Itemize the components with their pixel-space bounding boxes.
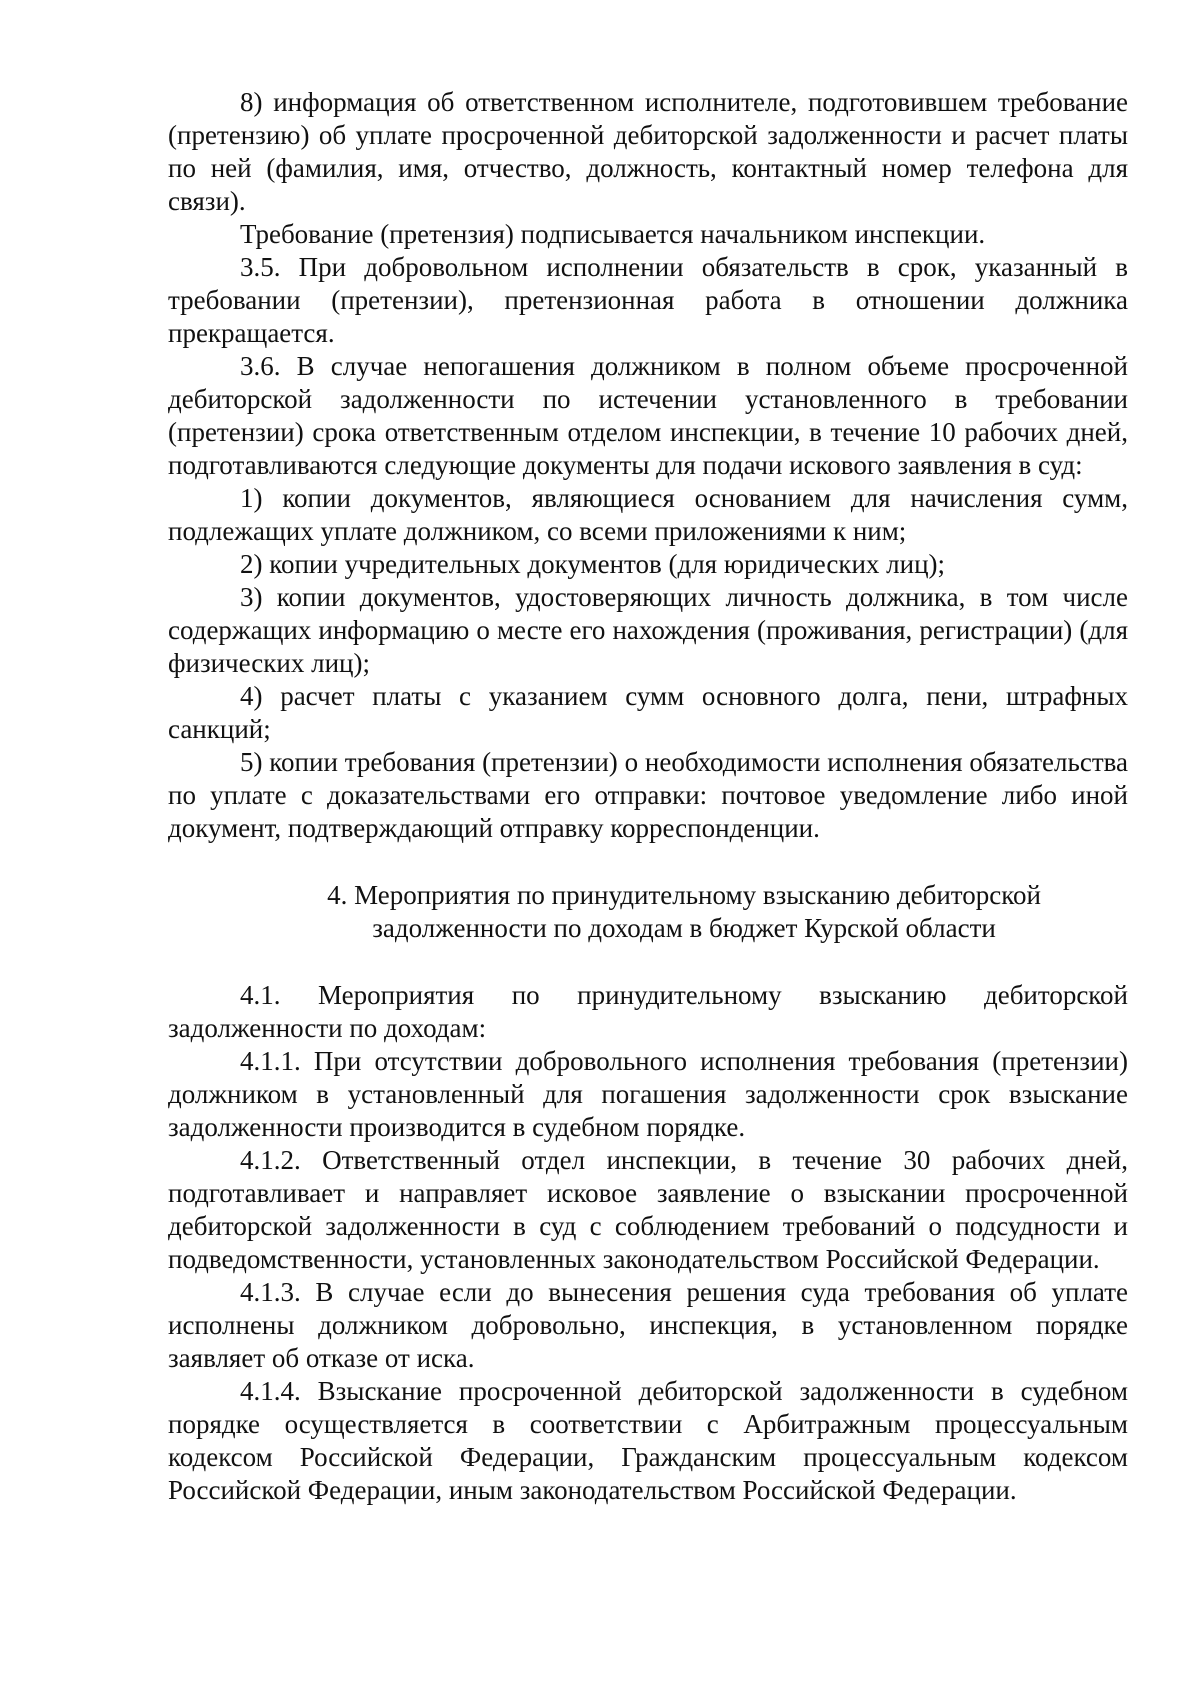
paragraph-3-6: 3.6. В случае непогашения должником в полном объеме просроченной дебиторской задолженности по истечении установленного в требовании (претензии) срока ответственным отделом инспекции, в течение 10 рабочих дней, подготавливаются следующие документы для подачи искового заявления в суд:	[168, 351, 1128, 480]
list-item-4: 4) расчет платы с указанием сумм основного долга, пени, штрафных санкций;	[168, 681, 1128, 744]
document-body	[168, 86, 1128, 1507]
list-item-3: 3) копии документов, удостоверяющих личность должника, в том числе содержащих информацию о месте его нахождения (проживания, регистрации) (для физических лиц);	[168, 582, 1128, 678]
section-4-heading-line-2: задолженности по доходам в бюджет Курской области	[372, 913, 996, 943]
paragraph-4-1-4: 4.1.4. Взыскание просроченной дебиторской задолженности в судебном порядке осуществляется в соответствии с Арбитражным процессуальным кодексом Российской Федерации, Гражданским процессуальным кодексом Российской Федерации, иным законодательством Российской Федерации.	[168, 1376, 1128, 1505]
paragraph-signature-note: Требование (претензия) подписывается начальником инспекции.	[240, 219, 986, 249]
paragraph-item-8: 8) информация об ответственном исполнителе, подготовившем требование (претензию) об уплате просроченной дебиторской задолженности и расчет платы по ней (фамилия, имя, отчество, должность, контактный номер телефона для связи).	[168, 87, 1128, 216]
paragraph-4-1: 4.1. Мероприятия по принудительному взысканию дебиторской задолженности по доходам:	[168, 980, 1128, 1043]
list-item-2: 2) копии учредительных документов (для юридических лиц);	[240, 549, 946, 579]
list-item-1: 1) копии документов, являющиеся основанием для начисления сумм, подлежащих уплате должником, со всеми приложениями к ним;	[168, 483, 1128, 546]
paragraph-4-1-3: 4.1.3. В случае если до вынесения решения суда требования об уплате исполнены должником добровольно, инспекция, в установленном порядке заявляет об отказе от иска.	[168, 1277, 1128, 1373]
paragraph-3-5: 3.5. При добровольном исполнении обязательств в срок, указанный в требовании (претензии), претензионная работа в отношении должника прекращается.	[168, 252, 1128, 348]
paragraph-4-1-2: 4.1.2. Ответственный отдел инспекции, в течение 30 рабочих дней, подготавливает и направляет исковое заявление о взыскании просроченной дебиторской задолженности в суд с соблюдением требований о подсудности и подведомственности, установленных законодательством Российской Федерации.	[168, 1145, 1128, 1274]
section-4-heading	[168, 879, 1128, 945]
section-4-heading-line-1: 4. Мероприятия по принудительному взысканию дебиторской	[327, 880, 1041, 910]
list-item-5: 5) копии требования (претензии) о необходимости исполнения обязательства по уплате с доказательствами его отправки: почтовое уведомление либо иной документ, подтверждающий отправку корреспонденции.	[168, 747, 1128, 843]
paragraph-4-1-1: 4.1.1. При отсутствии добровольного исполнения требования (претензии) должником в установленный для погашения задолженности срок взыскание задолженности производится в судебном порядке.	[168, 1046, 1128, 1142]
